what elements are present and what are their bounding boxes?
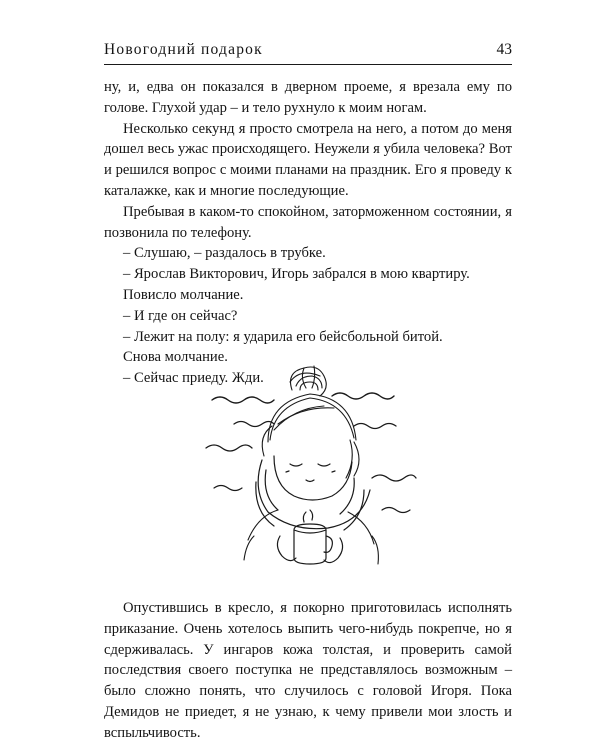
girl-with-mug-illustration [204, 360, 419, 585]
wave-line [382, 508, 410, 513]
face [274, 456, 352, 500]
wave-line [206, 445, 252, 451]
wave-line [212, 397, 274, 403]
scarf [256, 460, 370, 530]
wave-line [354, 424, 396, 429]
wave-line [234, 422, 274, 427]
head [262, 394, 359, 478]
paragraph: Пребывая в каком-то спокойном, заторможенном состоянии, я позвонила по телефону. [104, 203, 512, 241]
closing-text [104, 598, 512, 744]
wave-line [332, 393, 394, 399]
paragraph: Несколько секунд я просто смотрела на него, а потом до меня дошел весь ужас происходящего. Неужели я убила человека? Вот и решился вопрос с моими планами на праздник. Его я проведу к каталажке, как и многие последующие. [104, 120, 512, 199]
hair-bun [290, 366, 326, 396]
dialogue-line: – Ярослав Викторович, Игорь забрался в мою квартиру. [123, 266, 470, 283]
dialogue-line: – Лежит на полу: я ударила его бейсбольной битой. [123, 328, 443, 345]
paragraph: Опустившись в кресло, я покорно приготовилась исполнять приказание. Очень хотелось выпить чего-нибудь покрепче, но я сдерживалась. У ингаров кожа толстая, и проверить самой последствия своего поступка не представлялось возможным – было сложно понять, что случилось с головой Игоря. Пока Демидов не приедет, я не узнаю, к чему привели мои злость и вспыльчивость. [104, 600, 512, 741]
paragraph: ну, и, едва он показался в дверном проеме, я врезала ему по голове. Глухой удар – и тело рухнуло к моим ногам. [104, 79, 512, 116]
page-number: 43 [496, 41, 512, 58]
paragraph: Повисло молчание. [123, 286, 244, 303]
chapter-title: Новогодний подарок [104, 41, 263, 58]
body-text [104, 77, 512, 389]
wave-line [214, 486, 242, 491]
dialogue-line: – Сейчас приеду. Жди. [123, 370, 264, 387]
dialogue-line: – Слушаю, – раздалось в трубке. [123, 245, 326, 262]
dialogue-line: – И где он сейчас? [123, 307, 238, 324]
mug [277, 510, 342, 564]
running-header [104, 40, 512, 65]
wave-line [372, 475, 416, 481]
shoulders [244, 510, 378, 564]
paragraph: Снова молчание. [123, 349, 228, 366]
